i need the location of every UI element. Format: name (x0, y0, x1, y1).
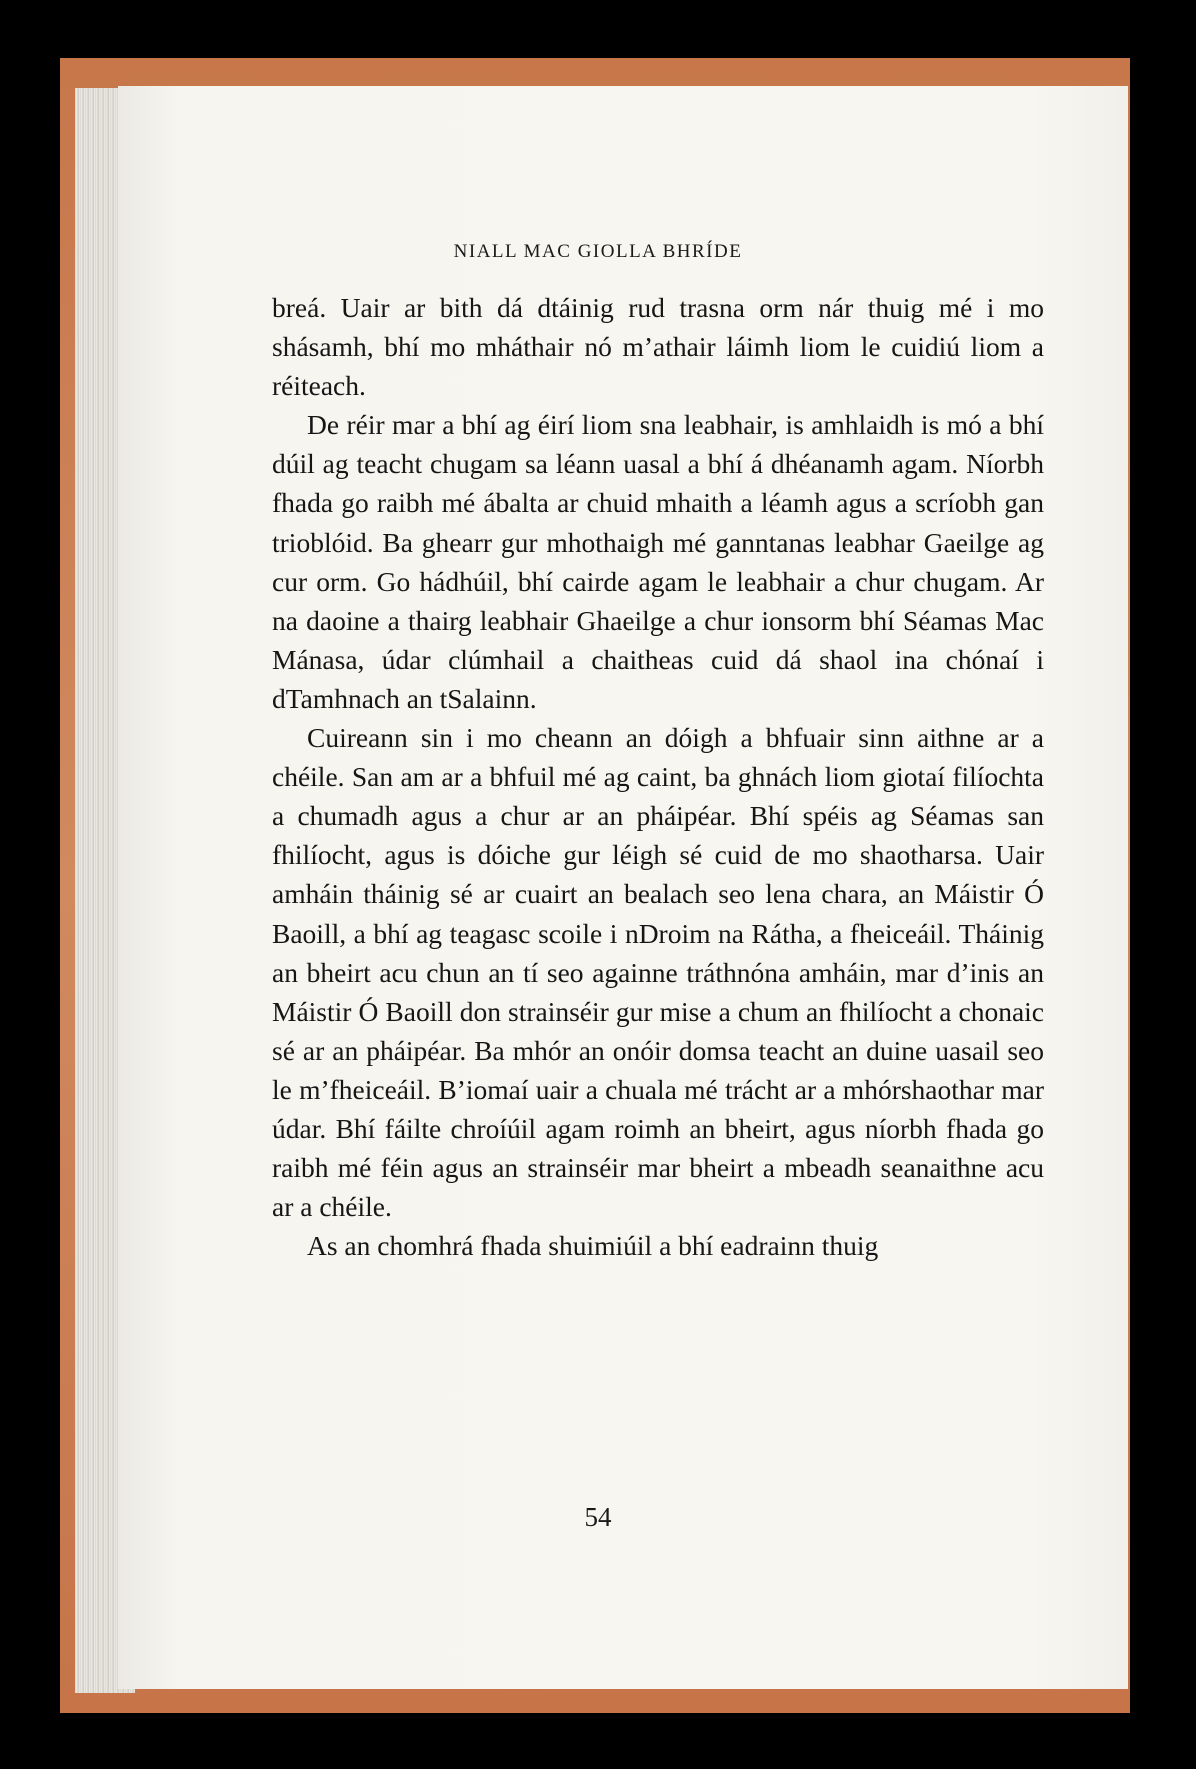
running-head: NIALL MAC GIOLLA BHRÍDE (453, 241, 743, 262)
page-number: 54 (584, 1502, 612, 1532)
paragraph-2: De réir mar a bhí ag éirí liom sna leabhair, is amhlaidh is mó a bhí dúil ag teacht chugam sa léann uasal a bhí á dhéanamh agam. Níorbh fhada go raibh mé ábalta ar chuid mhaith a léamh agus a scríobh gan trioblóid. Ba ghearr gur mhothaigh mé ganntanas leabhar Gaeilge ag cur orm. Go hádhúil, bhí cairde agam le leabhair a chur chugam. Ar na daoine a thairg leabhair Ghaeilge a chur ionsorm bhí Séamas Mac Mánasa, údar clúmhail a chaitheas cuid dá shaol ina chónaí i dTamhnach an tSalainn. (272, 409, 1044, 714)
paragraph-1: breá. Uair ar bith dá dtáinig rud trasna orm nár thuig mé i mo shásamh, bhí mo mháthair nó m’athair láimh liom le cuidiú liom a réiteach. (272, 292, 1044, 402)
paragraph-4: As an chomhrá fhada shuimiúil a bhí eadrainn thuig (307, 1230, 879, 1262)
paragraph-3: Cuireann sin i mo cheann an dóigh a bhfuair sinn aithne ar a chéile. San am ar a bhfuil mé ag caint, ba ghnách liom giotaí filíochta a chumadh agus a chur ar an pháipéar. Bhí spéis ag Séamas san fhilíocht, agus is dóiche gur léigh sé cuid de mo shaotharsa. Uair amháin tháinig sé ar cuairt an bealach seo lena chara, an Máistir Ó Baoill, a bhí ag teagasc scoile i nDroim na Rátha, a fheiceáil. Tháinig an bheirt acu chun an tí seo againne tráthnóna amháin, mar d’inis an Máistir Ó Baoill don strainséir gur mise a chum an fhilíocht a chonaic sé ar an pháipéar. Ba mhór an onóir domsa teacht an duine uasail seo le m’fheiceáil. B’iomaí uair a chuala mé trácht ar a mhórshaothar mar údar. Bhí fáilte chroíúil agam roimh an bheirt, agus níorbh fhada go raibh mé féin agus an strainséir mar bheirt a mbeadh seanaithne acu ar a chéile. (272, 722, 1044, 1223)
body-text (272, 288, 1044, 1265)
